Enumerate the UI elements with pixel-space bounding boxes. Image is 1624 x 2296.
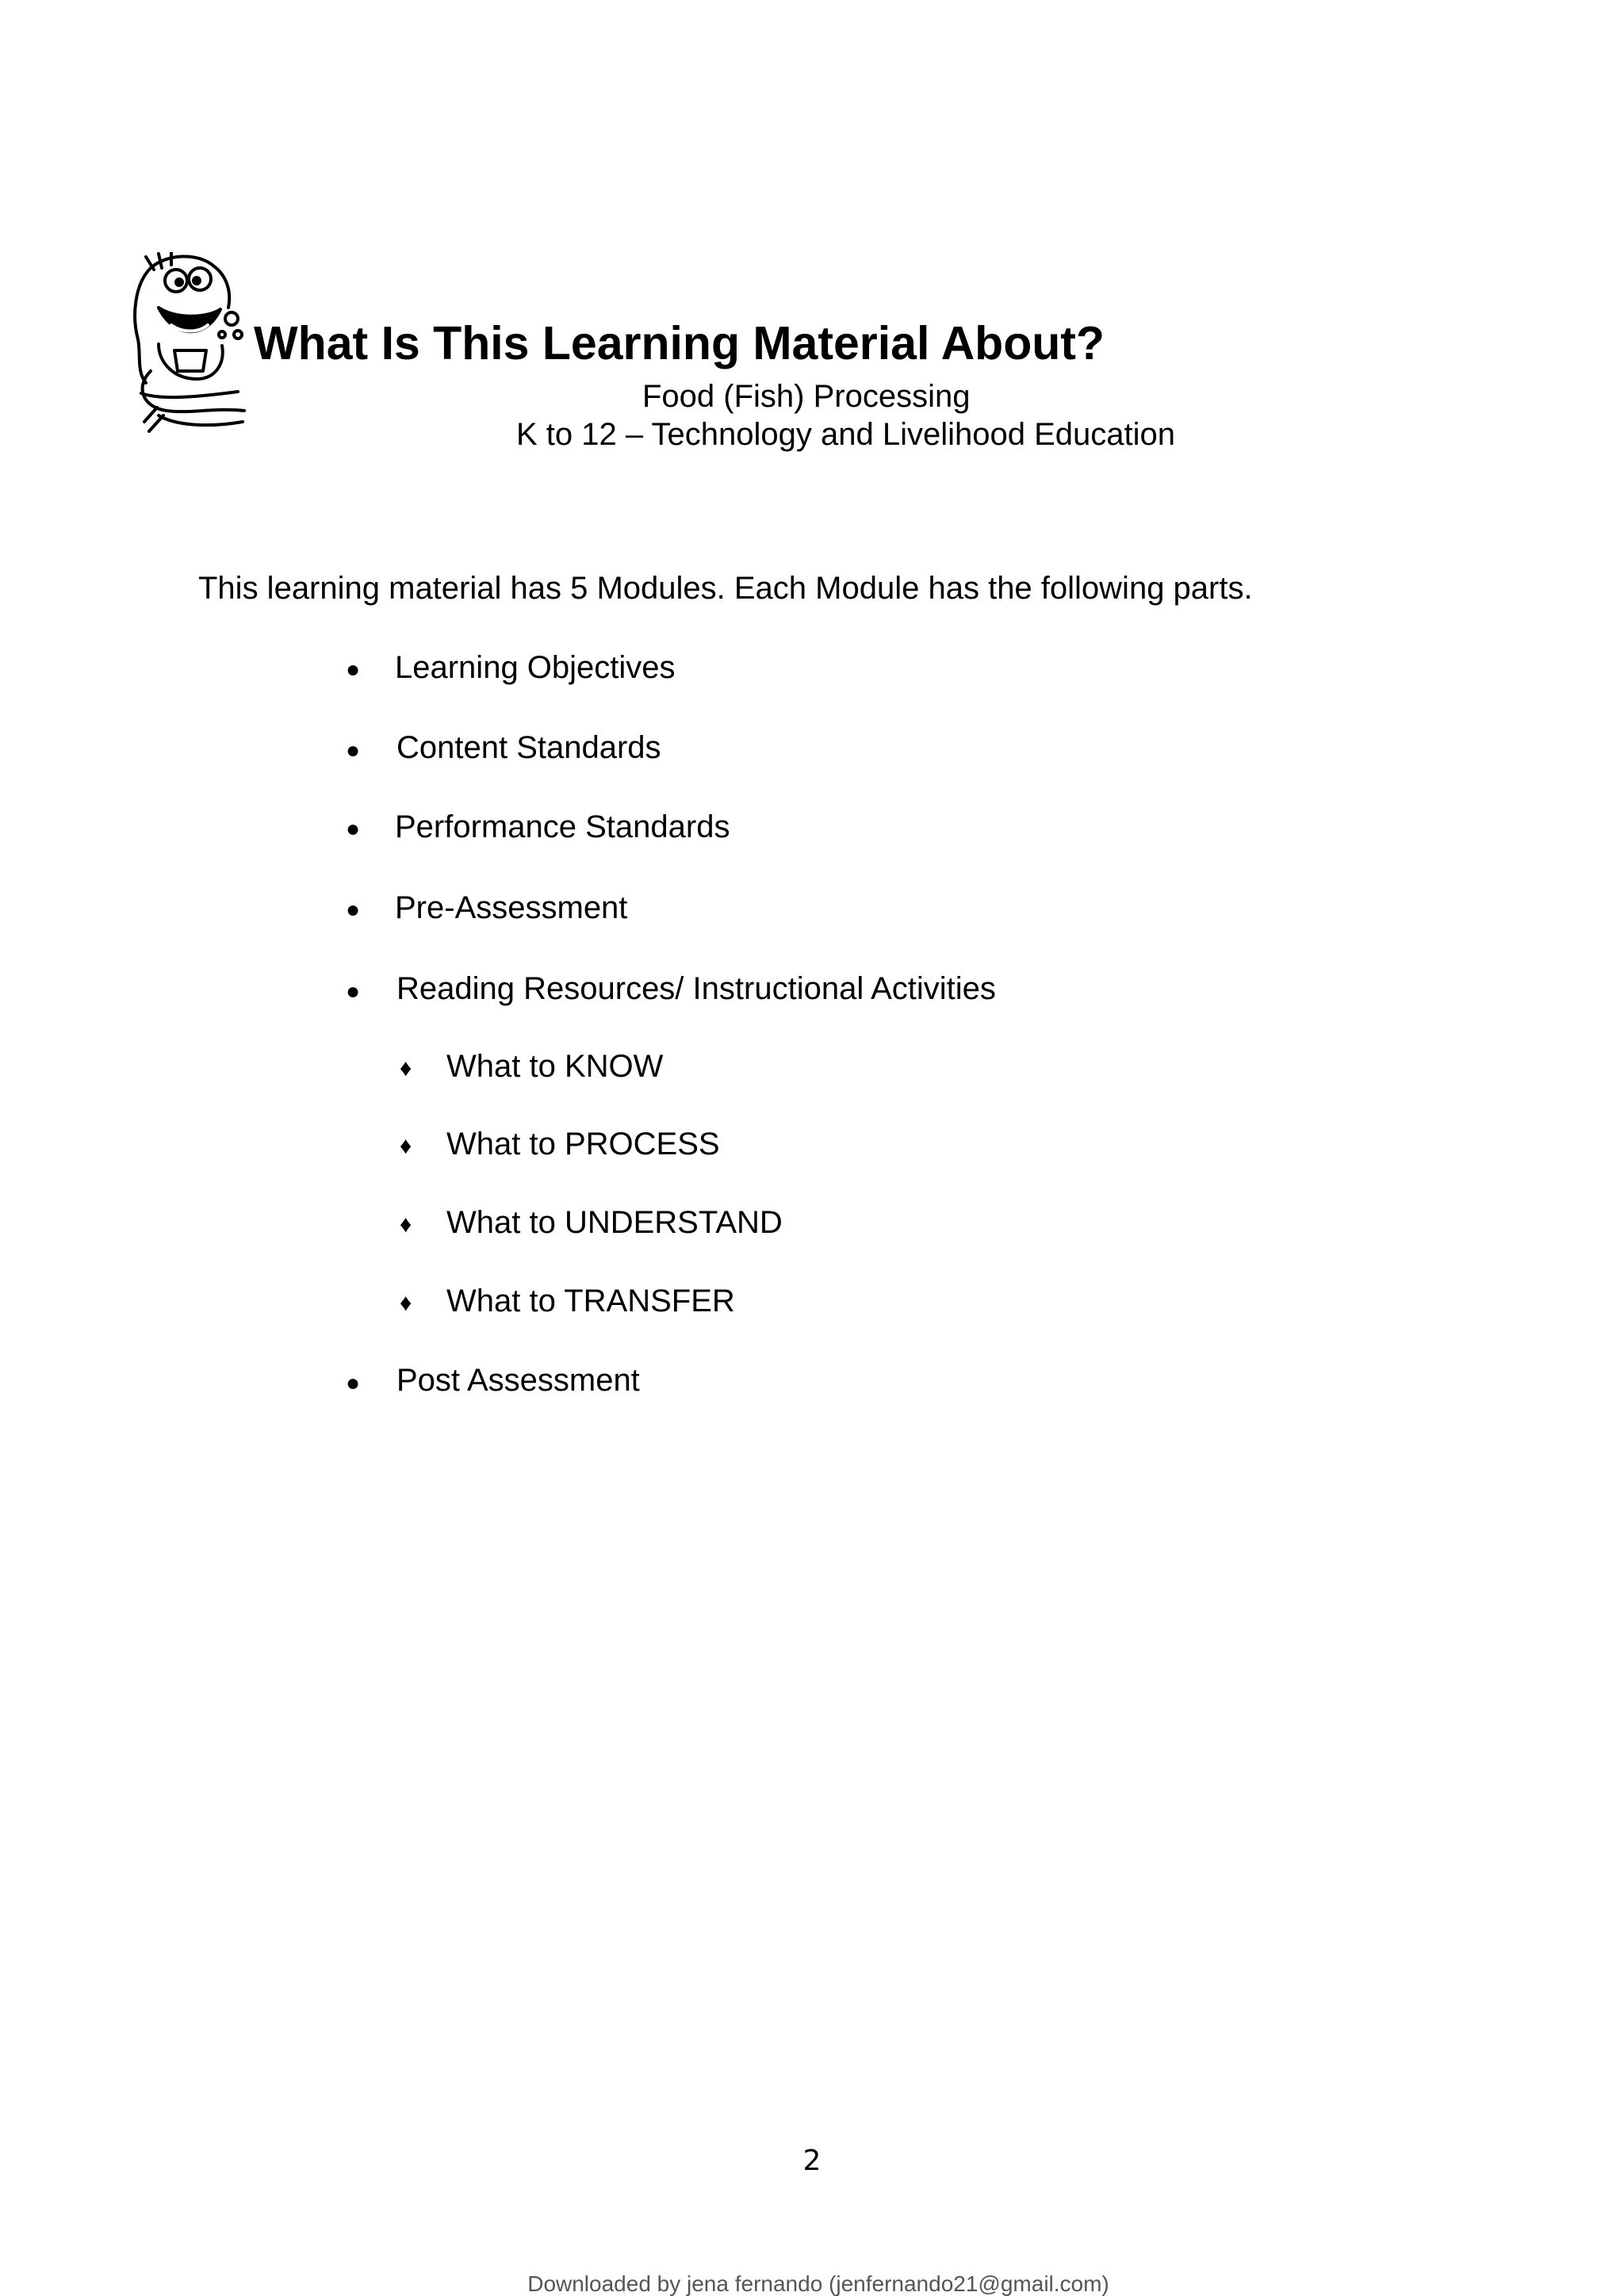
subject-subtitle: Food (Fish) Processing	[642, 379, 971, 414]
diamond-bullet-icon: ♦	[400, 1055, 412, 1081]
page-title: What Is This Learning Material About?	[254, 317, 1105, 369]
list-item: Reading Resources/ Instructional Activities	[396, 971, 996, 1006]
bullet-icon: ●	[346, 897, 361, 923]
list-item: Content Standards	[396, 730, 661, 765]
diamond-bullet-icon: ♦	[400, 1133, 412, 1159]
sub-list-item: What to KNOW	[446, 1049, 664, 1084]
bullet-icon: ●	[346, 656, 361, 683]
list-item: Learning Objectives	[395, 650, 676, 685]
bullet-icon: ●	[346, 816, 361, 842]
download-footer: Downloaded by jena fernando (jenfernando21@gmail.com)	[527, 2271, 1109, 2296]
bullet-icon: ●	[346, 978, 361, 1004]
diamond-bullet-icon: ♦	[400, 1211, 412, 1238]
fish-mascot-icon	[127, 252, 247, 439]
sub-list-item: What to PROCESS	[446, 1127, 720, 1161]
list-item: Post Assessment	[396, 1363, 640, 1398]
bullet-icon: ●	[346, 1370, 361, 1396]
program-subtitle: K to 12 – Technology and Livelihood Education	[516, 417, 1175, 452]
sub-list-item: What to UNDERSTAND	[446, 1205, 783, 1240]
list-item: Performance Standards	[395, 809, 730, 844]
bullet-icon: ●	[346, 737, 361, 763]
intro-paragraph: This learning material has 5 Modules. Each Module has the following parts.	[198, 571, 1253, 606]
list-item: Pre-Assessment	[395, 890, 628, 925]
page-number: 2	[802, 2145, 822, 2177]
sub-list-item: What to TRANSFER	[446, 1284, 735, 1318]
diamond-bullet-icon: ♦	[400, 1290, 412, 1316]
